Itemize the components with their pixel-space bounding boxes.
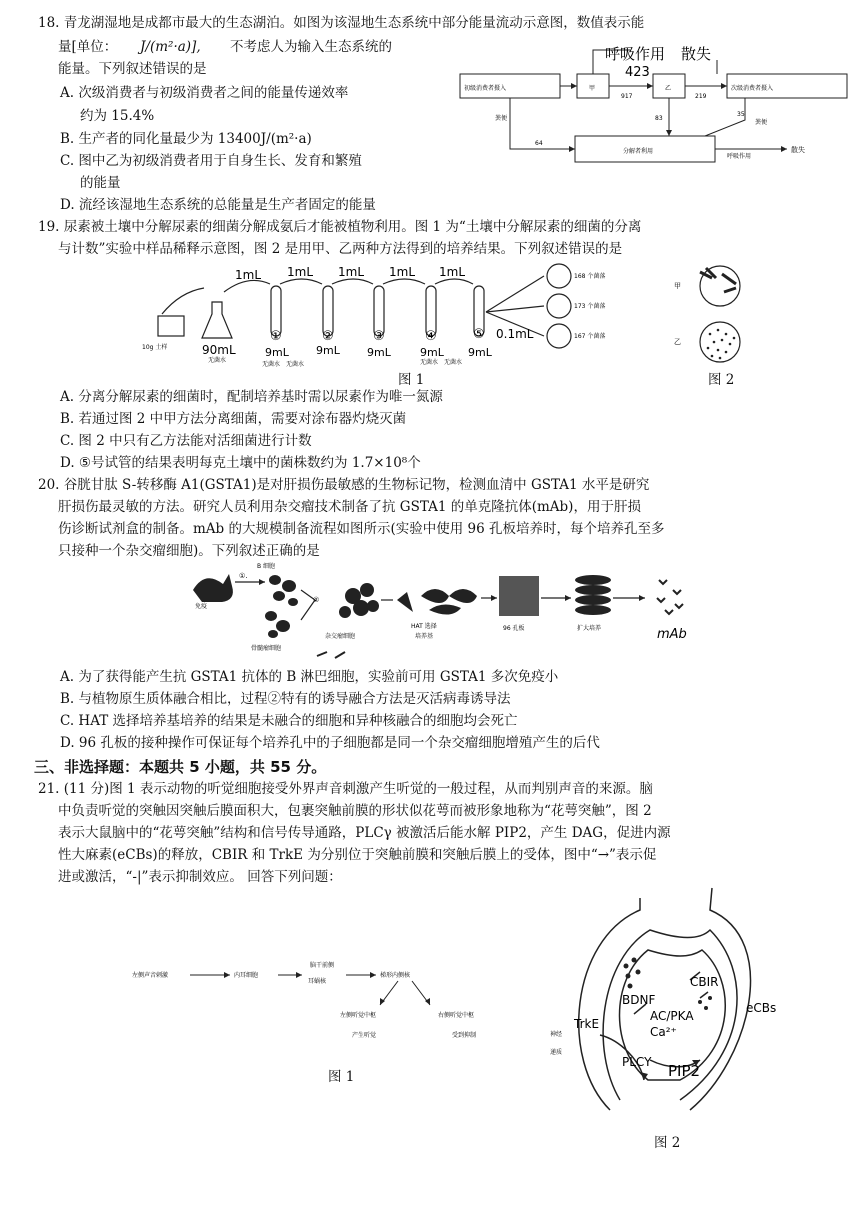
value-219: 219 — [695, 93, 707, 100]
q20-stem-line1: 20. 谷胱甘肽 S-转移酶 A1(GSTA1)是对肝损伤最敏感的生物标记物，检测血清中 GSTA1 水平是研究 — [38, 477, 650, 493]
tube-1-number: ① — [270, 329, 282, 344]
q18-option-b: B. 生产者的同化量最少为 13400J/(m²·a) — [60, 131, 312, 147]
q19-option-b: B. 若通过图 2 中甲方法分离细菌，需要对涂布器灼烧灭菌 — [60, 411, 407, 427]
section-3-heading: 三、非选择题：本题共 5 小题，共 55 分。 — [34, 758, 327, 776]
q18-stem-line2a: 量[单位： — [58, 39, 118, 55]
soil-beaker — [158, 316, 184, 336]
myeloma-label: 骨髓瘤细胞 — [251, 645, 282, 652]
bdnf-label: BDNF — [622, 993, 656, 1007]
left-center-label: 左侧听觉中枢 — [340, 1012, 377, 1019]
inner-ear-label: 内耳细胞 — [234, 972, 259, 979]
q18-stem-line3: 能量。下列叙述错误的是 — [58, 61, 207, 77]
q21-stem-line1: 21. (11 分)图 1 表示动物的听觉细胞接受外界声音刺激产生听觉的一般过程，从而判别声音的来源。脑 — [38, 781, 653, 797]
q18-option-d: D. 流经该湿地生态系统的总能量是生产者固定的能量 — [60, 197, 376, 213]
feces-label-2: 粪便 — [755, 119, 768, 126]
mab-label: mAb — [657, 627, 687, 642]
resp-label-2: 呼吸作用 — [727, 153, 752, 160]
q19-option-d: D. ⑤号试管的结果表明每克土壤中的菌株数约为 1.7×10⁸个 — [60, 455, 421, 471]
tube-3-volume: 9mL — [367, 346, 391, 359]
transfer-label-4: 1mL — [389, 265, 416, 279]
step-1-label: ①. — [239, 572, 248, 580]
tube-2-water: 无菌水 — [286, 361, 305, 368]
plate96-label: 96 孔板 — [503, 625, 525, 632]
tube-4-volume: 9mL — [420, 346, 444, 359]
plate-3-count: 167 个菌落 — [574, 333, 606, 340]
ecbs-label: eCBs — [746, 1001, 777, 1015]
medium-label: 培养基 — [415, 633, 434, 640]
right-center-label: 右侧听觉中枢 — [438, 1012, 475, 1019]
hybridoma-label: 杂交瘤细胞 — [325, 633, 356, 640]
q18-unit: J/(m²·a)], — [140, 39, 201, 55]
bcell-label: B 细胞 — [257, 563, 276, 570]
step-2-label: ② — [313, 596, 320, 604]
q21-fig1-caption: 图 1 — [328, 1069, 355, 1085]
expand-label: 扩大培养 — [577, 625, 602, 632]
q18-energy-flow-diagram — [455, 40, 855, 170]
transfer-label-1: 1mL — [235, 268, 262, 282]
tube-3-number: ③ — [373, 329, 385, 344]
tube-2-number: ② — [322, 329, 334, 344]
q20-mab-workflow — [185, 560, 705, 666]
q20-option-a: A. 为了获得能产生抗 GSTA1 抗体的 B 淋巴细胞，实验前可用 GSTA1 多次免疫小 — [60, 669, 559, 685]
plate-jia — [700, 266, 740, 306]
q21-figure-1 — [130, 955, 520, 1045]
q20-stem-line3: 伤诊断试剂盒的制备。mAb 的大规模制备流程如图所示(实验中使用 96 孔板培养时，每个培养孔至多 — [58, 521, 665, 537]
q21-stem-line5: 进或激活，“-|”表示抑制效应。 回答下列问题： — [58, 869, 342, 885]
plate-volume: 0.1mL — [496, 327, 534, 341]
tube-1-water: 无菌水 — [262, 361, 281, 368]
flask-water: 无菌水 — [208, 357, 227, 364]
q18-stem-line2b: 不考虑人为输入生态系统的 — [230, 39, 392, 55]
feces-label-1: 粪便 — [495, 115, 508, 122]
left-sound-label: 左侧声音刺激 — [132, 972, 169, 979]
resp-label: 呼吸作用 — [605, 45, 666, 63]
primary-intake-label: 初级消费者摄入 — [464, 85, 507, 92]
q18-option-a: A. 次级消费者与初级消费者之间的能量传递效率 — [60, 85, 349, 101]
q18-option-c: C. 图中乙为初级消费者用于自身生长、发育和繁殖 — [60, 153, 362, 169]
q21-stem-line2: 中负责听觉的突触因突触后膜面积大，包裹突触前膜的形状似花萼而被形象地称为“花萼突触”，图 2 — [58, 803, 652, 819]
jia-label: 甲 — [589, 85, 596, 92]
q19-option-a: A. 分离分解尿素的细菌时，配制培养基时需以尿素作为唯一氮源 — [60, 389, 443, 405]
value-64: 64 — [535, 140, 543, 147]
q20-option-c: C. HAT 选择培养基培养的结果是未融合的细胞和异种核融合的细胞均会死亡 — [60, 713, 518, 729]
loss-label-2: 散失 — [791, 146, 805, 154]
nerve-label-1: 神经 — [550, 1031, 563, 1038]
plate-yi — [700, 322, 740, 362]
value-83: 83 — [655, 115, 663, 122]
value-917: 917 — [621, 93, 633, 100]
transfer-label-3: 1mL — [338, 265, 365, 279]
plate-2 — [547, 294, 571, 318]
q19-stem-line1: 19. 尿素被土壤中分解尿素的细菌分解成氨后才能被植物利用。图 1 为“土壤中分解尿素的细菌的分离 — [38, 219, 642, 235]
q20-option-d: D. 96 孔板的接种操作可保证每个培养孔中的子细胞都是同一个杂交瘤细胞增殖产生的后代 — [60, 735, 600, 751]
transfer-label-2: 1mL — [287, 265, 314, 279]
q20-stem-line4: 只接种一个杂交瘤细胞)。下列叙述正确的是 — [58, 543, 320, 559]
trke-label: TrkE — [574, 1017, 600, 1031]
cbir-label: CBIR — [690, 975, 719, 989]
inhibit-label: 受到抑制 — [452, 1032, 477, 1039]
q18-option-c-cont: 的能量 — [80, 175, 121, 191]
q20-option-b: B. 与植物原生质体融合相比，过程②特有的诱导融合方法是灭活病毒诱导法 — [60, 691, 511, 707]
resp-value: 423 — [625, 65, 650, 80]
plate-3 — [547, 324, 571, 348]
pip2-label: PIP2 — [668, 1062, 701, 1080]
nerve-label-2: 递质 — [550, 1049, 563, 1056]
tube-4-water: 无菌水 — [420, 359, 439, 366]
q18-stem-line1: 18. 青龙湖湿地是成都市最大的生态湖泊。如图为该湿地生态系统中部分能量流动示意图，数值表示能 — [38, 15, 645, 31]
yi-label: 乙 — [665, 85, 672, 92]
plate96-icon — [499, 576, 539, 616]
mouse-icon — [193, 574, 233, 602]
fig2-yi-label: 乙 — [674, 338, 681, 346]
q19-stem-line2: 与计数”实验中样品稀释示意图，图 2 是用甲、乙两种方法得到的培养结果。下列叙述错误的是 — [58, 241, 623, 257]
transfer-label-5: 1mL — [439, 265, 466, 279]
q20-stem-line2: 肝损伤最灵敏的方法。研究人员利用杂交瘤技术制备了抗 GSTA1 的单克隆抗体(mAb)，用于肝损 — [58, 499, 641, 515]
q21-stem-line3: 表示大鼠脑中的“花萼突触”结构和信号传导通路，PLCγ 被激活后能水解 PIP2，产生 DAG，促进内源 — [58, 825, 671, 841]
secondary-intake-label: 次级消费者摄入 — [731, 85, 774, 92]
q18-option-a-cont: 约为 15.4% — [80, 108, 155, 124]
fig2-jia-label: 甲 — [674, 282, 681, 290]
plate-1-count: 168 个菌落 — [574, 273, 606, 280]
q19-option-c: C. 图 2 中只有乙方法能对活细菌进行计数 — [60, 433, 312, 449]
q19-figure-1 — [140, 262, 760, 378]
hearing-label: 产生听觉 — [352, 1032, 377, 1039]
pour-arrow — [162, 288, 204, 314]
tube-5-number: ⑤ — [473, 327, 485, 342]
plc-label: PLCY — [622, 1055, 652, 1069]
tube-1-volume: 9mL — [265, 346, 289, 359]
flask — [202, 302, 232, 338]
immune-label: 免疫 — [195, 603, 208, 610]
tube-5-water: 无菌水 — [444, 359, 463, 366]
q21-stem-line4: 性大麻素(eCBs)的释放，CBIR 和 TrkE 为分别位于突触前膜和突触后膜上的受体，图中“→”表示促 — [58, 847, 657, 863]
plate-1 — [547, 264, 571, 288]
tube-4-number: ④ — [425, 329, 437, 344]
brainstem-label: 脑干前侧 — [310, 962, 335, 969]
plate-2-count: 173 个菌落 — [574, 303, 606, 310]
trapezoid-label: 梯形内侧核 — [380, 972, 411, 979]
ac-pka-label: AC/PKA — [650, 1009, 694, 1023]
loss-label: 散失 — [681, 45, 712, 63]
tube-2-volume: 9mL — [316, 344, 340, 357]
hat-label: HAT 选择 — [411, 623, 437, 630]
decomposer-label: 分解者利用 — [623, 148, 654, 155]
soil-label: 10g 土样 — [142, 344, 168, 351]
q21-fig2-caption: 图 2 — [654, 1135, 681, 1151]
q21-figure-2 — [540, 880, 840, 1128]
flask-volume: 90mL — [202, 343, 236, 357]
tube-5-volume: 9mL — [468, 346, 492, 359]
q19-fig1-caption: 图 1 — [398, 372, 425, 388]
ca-label: Ca²⁺ — [650, 1025, 677, 1039]
cochlear-label: 耳蜗核 — [308, 978, 327, 985]
value-35: 35 — [737, 111, 745, 118]
q19-fig2-caption: 图 2 — [708, 372, 735, 388]
